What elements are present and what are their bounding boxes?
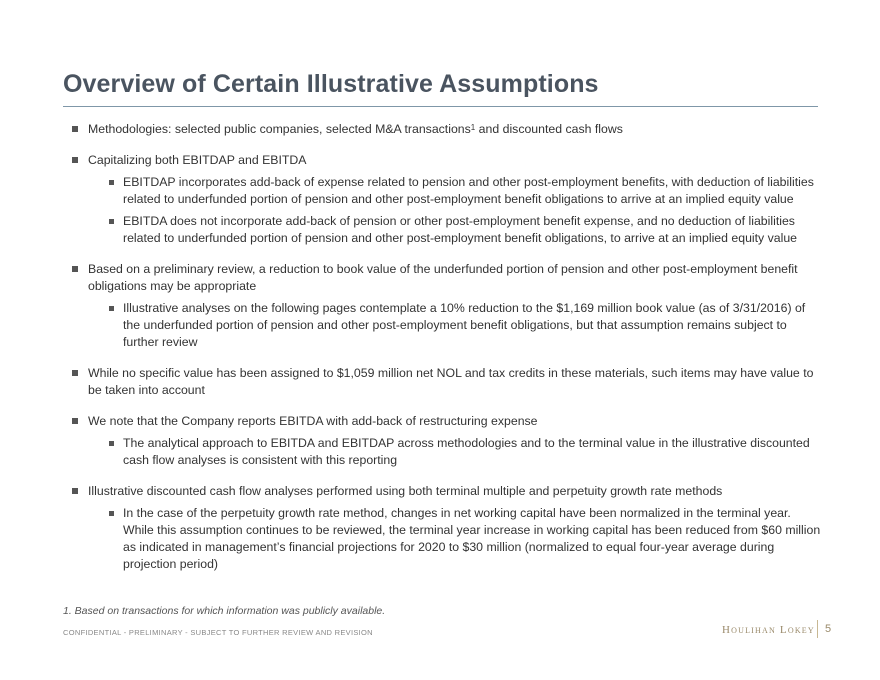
bullet-text-continued: and discounted cash flows [475, 122, 623, 136]
square-bullet-icon [72, 370, 78, 376]
square-bullet-icon [109, 219, 114, 224]
bullet-text: Capitalizing both EBITDAP and EBITDA [88, 153, 307, 167]
bullet-text: Methodologies: selected public companies, selected M&A transactions [88, 122, 471, 136]
page-number: 5 [825, 623, 832, 635]
sub-bullet-text: EBITDAP incorporates add-back of expense related to pension and other post-employment benefits, with deduction of liabilities related to underfunded portion of pension and other post-employment benefit obligations to arrive at an implied equity value [123, 175, 814, 206]
bullet-preliminary-review [63, 261, 823, 351]
bullet-text: Based on a preliminary review, a reduction to book value of the underfunded portion of pension and other post-employment benefit obligations may be appropriate [88, 262, 798, 293]
company-logo: Houlihan Lokey [722, 624, 815, 636]
sub-bullet-text: Illustrative analyses on the following pages contemplate a 10% reduction to the $1,169 million book value (as of 3/31/2016) of the underfunded portion of pension and other post-employment benefit obligations, but that assumption remains subject to further review [123, 301, 806, 349]
bullet-restructuring [63, 413, 823, 469]
bullet-methodologies [63, 121, 823, 138]
square-bullet-icon [72, 488, 78, 494]
square-bullet-icon [72, 266, 78, 272]
sub-bullet-list [88, 300, 823, 351]
title-divider [63, 106, 818, 107]
bullet-nol [63, 365, 823, 399]
page-title: Overview of Certain Illustrative Assumptions [63, 70, 599, 98]
logo-divider [817, 620, 818, 638]
confidential-notice: CONFIDENTIAL - PRELIMINARY - SUBJECT TO FURTHER REVIEW AND REVISION [63, 628, 373, 637]
square-bullet-icon [109, 180, 114, 185]
sub-bullet-illustrative-analyses [88, 300, 823, 351]
sub-bullet-text: In the case of the perpetuity growth rate method, changes in net working capital have been normalized in the terminal year. While this assumption continues to be reviewed, the terminal year increase in working capital has been reduced from $60 million as indicated in management’s financial projections for 2020 to $30 million (normalized to equal four-year average during projection period) [123, 506, 821, 571]
sub-bullet-ebitdap [88, 174, 823, 208]
square-bullet-icon [72, 418, 78, 424]
sub-bullet-text: The analytical approach to EBITDA and EBITDAP across methodologies and to the terminal value in the illustrative discounted cash flow analyses is consistent with this reporting [123, 436, 810, 467]
sub-bullet-list [88, 505, 823, 573]
sub-bullet-list [88, 174, 823, 247]
bullet-capitalizing [63, 152, 823, 247]
sub-bullet-analytical-approach [88, 435, 823, 469]
square-bullet-icon [72, 157, 78, 163]
bullet-list [63, 121, 823, 587]
footnote-marker: 1 [470, 123, 476, 132]
sub-bullet-perpetuity-growth [88, 505, 823, 573]
square-bullet-icon [109, 441, 114, 446]
bullet-text: While no specific value has been assigned to $1,059 million net NOL and tax credits in these materials, such items may have value to be taken into account [88, 366, 814, 397]
square-bullet-icon [109, 306, 114, 311]
sub-bullet-ebitda [88, 213, 823, 247]
square-bullet-icon [109, 511, 114, 516]
bullet-text: Illustrative discounted cash flow analyses performed using both terminal multiple and perpetuity growth rate methods [88, 484, 723, 498]
bullet-dcf [63, 483, 823, 573]
sub-bullet-text: EBITDA does not incorporate add-back of pension or other post-employment benefit expense, and no deduction of liabilities related to underfunded portion of pension and other post-employment benefit obligations, to arrive at an implied equity value [123, 214, 798, 245]
footnote: 1. Based on transactions for which information was publicly available. [63, 605, 386, 617]
square-bullet-icon [72, 126, 78, 132]
bullet-text: We note that the Company reports EBITDA with add-back of restructuring expense [88, 414, 538, 428]
sub-bullet-list [88, 435, 823, 469]
